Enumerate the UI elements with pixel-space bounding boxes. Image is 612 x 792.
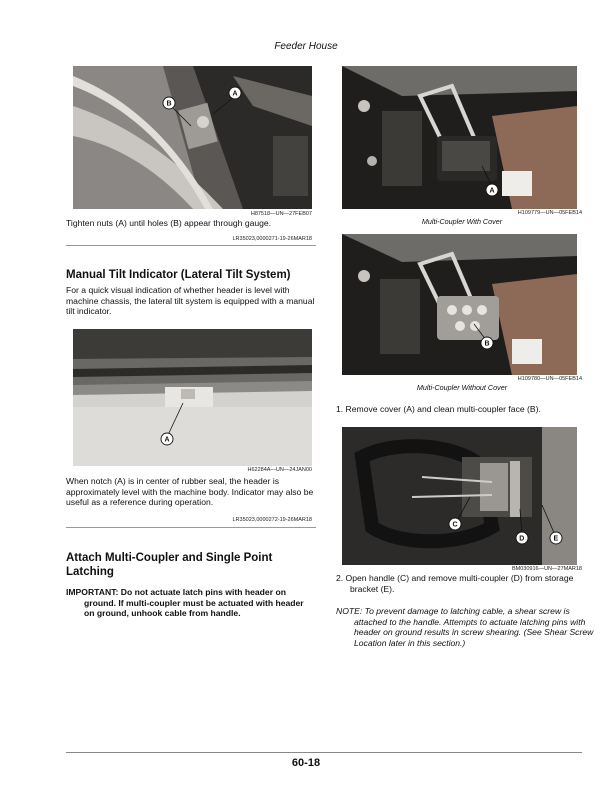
important-notice: IMPORTANT: Do not actuate latch pins with header on ground. If multi-coupler must be actuated with header on ground, unhook cable from handle. — [66, 587, 304, 619]
step-1: 1. Remove cover (A) and clean multi-coupler face (B). — [336, 404, 541, 414]
footer-divider — [66, 752, 582, 753]
figure-id: H109780—UN—05FEB14 — [517, 376, 582, 382]
section-heading: Attach Multi-Coupler and Single Point Latching — [66, 552, 273, 578]
divider — [66, 245, 316, 246]
step-2: 2. Open handle (C) and remove multi-coupler (D) from storage bracket (E). — [336, 573, 574, 594]
callout-b: B — [484, 340, 490, 348]
figure-id: H109779—UN—05FEB14 — [517, 210, 582, 216]
figure-id: H87518—UN—27FEB07 — [250, 211, 312, 217]
step-text: Tighten nuts (A) until holes (B) appear through gauge. — [66, 218, 272, 228]
paragraph: When notch (A) is in center of rubber seal, the header is approximately level with the machine body. Indicator may also be useful as a reference during operation. — [66, 476, 314, 508]
figure-id: H62284A—UN—24JAN00 — [247, 467, 312, 473]
section-heading: Manual Tilt Indicator (Lateral Tilt System) — [66, 269, 291, 281]
callout-b: B — [166, 100, 172, 108]
callout-a: A — [232, 90, 238, 98]
paragraph: For a quick visual indication of whether header is level with machine chassis, the lateral tilt system is equipped with a manual tilt indicator. — [66, 285, 315, 317]
callout-e: E — [553, 535, 559, 543]
photo-multicoupler-storage — [342, 427, 577, 565]
photo-tilt-indicator — [73, 329, 312, 466]
photo-gauge-nuts — [73, 66, 312, 209]
page-number: 60-18 — [291, 757, 321, 769]
callout-a: A — [489, 187, 495, 195]
figure-caption: Multi-Coupler Without Cover — [416, 383, 508, 392]
callout-a: A — [164, 436, 170, 444]
callout-c: C — [452, 521, 458, 529]
divider — [66, 527, 316, 528]
reference-code: LR35023,0000271-19-26MAR18 — [232, 236, 312, 242]
callout-d: D — [519, 535, 525, 543]
note-text: NOTE: To prevent damage to latching cable, a shear screw is attached to the handle. Attempts to actuate latching pins with header on ground results in screw shearing. (See Shear Screw Location later in this section.) — [336, 606, 594, 648]
photo-multicoupler-with-cover — [342, 66, 577, 209]
running-header: Feeder House — [274, 41, 338, 52]
figure-caption: Multi-Coupler With Cover — [421, 217, 503, 226]
photo-multicoupler-without-cover — [342, 234, 577, 375]
reference-code: LR35023,0000272-19-26MAR18 — [232, 517, 312, 523]
figure-id: BM030916—UN—27MAR18 — [511, 566, 582, 572]
